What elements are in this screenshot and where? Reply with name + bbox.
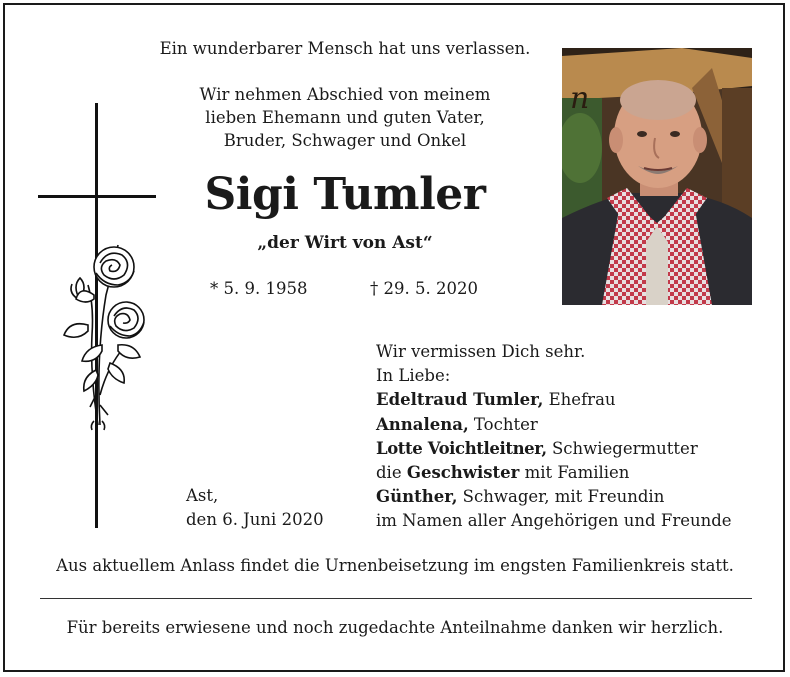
place: Ast, [186,486,219,505]
notice-date: den 6. Juni 2020 [186,510,324,530]
portrait-photo [562,48,752,305]
thanks-text: Für bereits erwiesene und noch zugedachte Anteilnahme danken wir herzlich. [66,618,724,637]
mourner-role: Ehefrau [543,390,616,410]
mourner-siblings [376,461,732,485]
mourner-role: Schwager, mit Freundin [457,487,665,507]
mourner-daughter [376,413,732,437]
mourner-role: mit Familien [519,463,630,483]
mourner-name: Geschwister [406,463,520,483]
svg-text:n: n [570,81,590,116]
cross-icon [30,95,165,530]
deceased-name: Sigi Tumler [204,169,486,220]
mourners-line: Wir vermissen Dich sehr. [376,342,586,361]
mourners-closing: im Namen aller Angehörigen und Freunde [376,511,732,531]
divider [40,598,752,599]
mourner-prefix: die [376,463,407,483]
funeral-notice: Aus aktuellem Anlass findet die Urnenbeisetzung im engsten Familienkreis statt. [56,556,734,575]
farewell-text [130,83,560,152]
birth-date: * 5. 9. 1958 [210,279,308,298]
mourner-role: Schwiegermutter [546,438,698,458]
mourner-wife [376,388,732,412]
mourners-line: In Liebe: [376,366,451,386]
farewell-line: Wir nehmen Abschied von meinem [199,85,491,104]
rose-icon [64,245,144,430]
nickname: „der Wirt von Ast“ [257,233,433,253]
mourner-name: Lotte Voichtleitner, [376,438,547,458]
farewell-line: lieben Ehemann und guten Vater, [205,108,485,127]
mourner-brotherinlaw [376,485,732,509]
death-date: † 29. 5. 2020 [370,279,478,298]
mourner-name: Edeltraud Tumler, [376,390,544,410]
mourner-name: Annalena, [376,414,469,434]
mourners-list [376,340,732,534]
mourner-role: Tochter [468,414,538,434]
farewell-line: Bruder, Schwager und Onkel [223,131,467,150]
intro-text: Ein wunderbarer Mensch hat uns verlassen. [159,39,531,58]
mourner-motherinlaw [376,437,732,461]
mourner-name: Günther, [376,487,458,507]
place-and-date [186,484,324,532]
